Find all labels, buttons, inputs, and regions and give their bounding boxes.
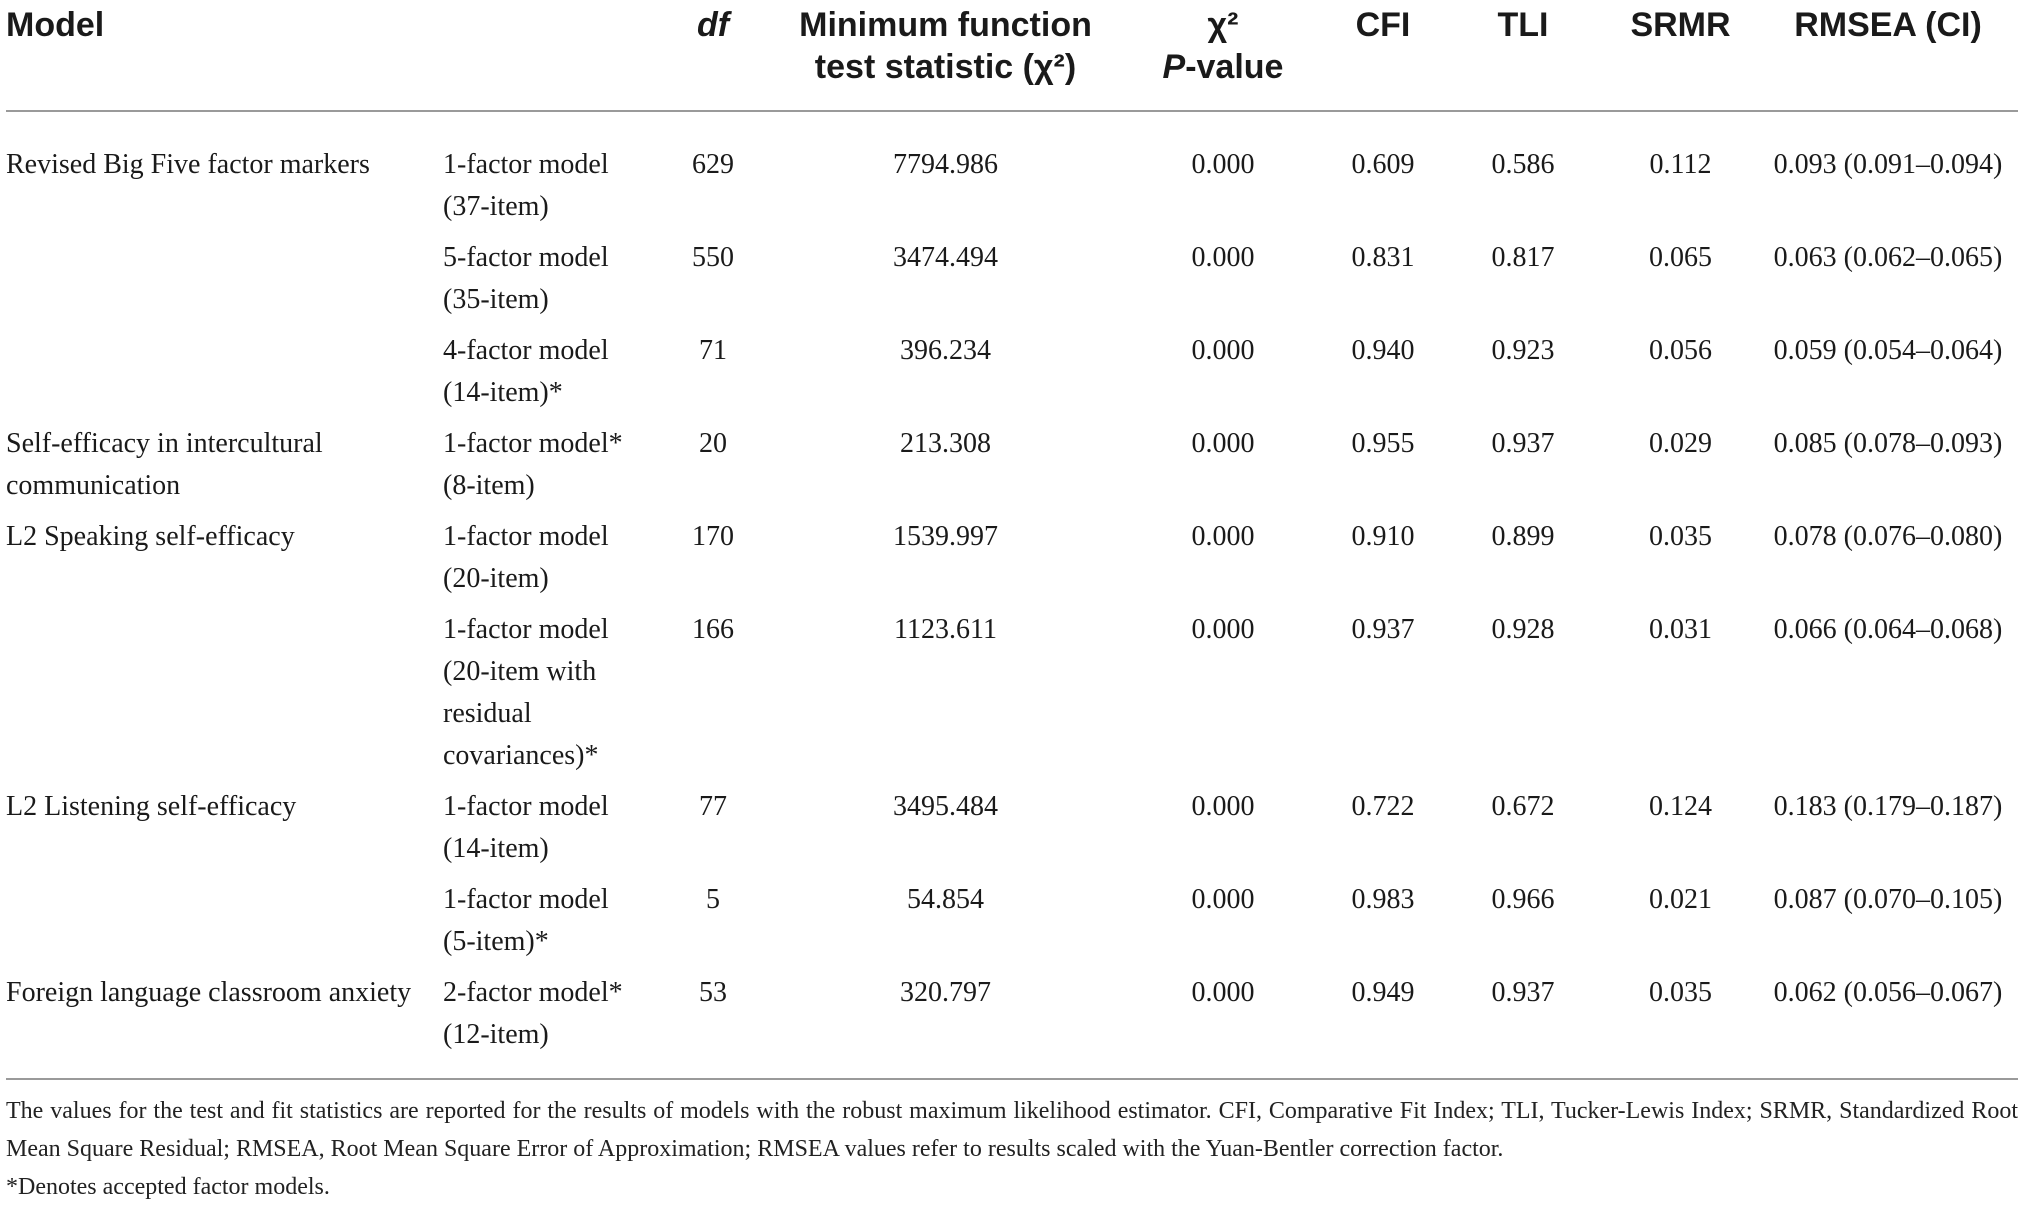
cell-rmsea: 0.063 (0.062–0.065) bbox=[1773, 242, 2003, 273]
submodel-line: (5-item)* bbox=[443, 926, 549, 957]
table-row bbox=[6, 786, 2018, 879]
cell-submodel bbox=[443, 111, 658, 237]
cell-rmsea: 0.066 (0.064–0.068) bbox=[1773, 614, 2003, 645]
cell-model-group: L2 Listening self-efficacy bbox=[6, 791, 297, 822]
cell-srmr: 0.031 bbox=[1649, 614, 1712, 645]
cell-p-value: 0.000 bbox=[1191, 428, 1255, 459]
submodel-line: 1-factor model bbox=[443, 614, 609, 645]
header-df-label: df bbox=[696, 6, 730, 44]
cell-model-group: Revised Big Five factor markers bbox=[6, 149, 370, 180]
header-p-line2 bbox=[1123, 46, 1323, 88]
cell-cfi: 0.831 bbox=[1351, 242, 1415, 273]
footnote-cell bbox=[6, 1079, 2018, 1206]
footnote-asterisk: *Denotes accepted factor models. bbox=[6, 1174, 330, 1200]
cell-p-value: 0.000 bbox=[1191, 242, 1255, 273]
cell-test-statistic: 320.797 bbox=[900, 977, 991, 1008]
cell-model-group bbox=[6, 609, 443, 786]
table-row bbox=[6, 237, 2018, 330]
submodel-line: covariances)* bbox=[443, 740, 599, 771]
model-fit-table bbox=[6, 0, 2018, 1206]
cell-cfi: 0.609 bbox=[1351, 149, 1415, 180]
cell-rmsea: 0.059 (0.054–0.064) bbox=[1773, 335, 2003, 366]
cell-test-statistic: 7794.986 bbox=[893, 149, 998, 180]
header-test-statistic bbox=[768, 0, 1123, 111]
cell-test-statistic: 213.308 bbox=[900, 428, 991, 459]
cell-model-group: Foreign language classroom anxiety bbox=[6, 977, 412, 1008]
cell-rmsea: 0.183 (0.179–0.187) bbox=[1773, 791, 2003, 822]
cell-submodel bbox=[443, 423, 658, 516]
cell-srmr: 0.035 bbox=[1649, 977, 1712, 1008]
submodel-line: 4-factor model bbox=[443, 335, 609, 366]
cell-srmr: 0.035 bbox=[1649, 521, 1712, 552]
table-row bbox=[6, 423, 2018, 516]
cell-df: 5 bbox=[706, 884, 720, 915]
cell-df: 77 bbox=[699, 791, 727, 822]
cell-submodel bbox=[443, 786, 658, 879]
header-p-value bbox=[1123, 0, 1323, 111]
cell-df: 170 bbox=[692, 521, 734, 552]
cell-submodel bbox=[443, 972, 658, 1079]
header-rmsea: RMSEA (CI) bbox=[1758, 0, 2018, 111]
cell-tli: 0.966 bbox=[1491, 884, 1555, 915]
cell-tli: 0.923 bbox=[1491, 335, 1555, 366]
cell-srmr: 0.065 bbox=[1649, 242, 1712, 273]
cell-test-statistic: 54.854 bbox=[907, 884, 984, 915]
table-header bbox=[6, 0, 2018, 111]
cell-df: 53 bbox=[699, 977, 727, 1008]
cell-rmsea: 0.085 (0.078–0.093) bbox=[1773, 428, 2003, 459]
cell-tli: 0.937 bbox=[1491, 977, 1555, 1008]
cell-submodel bbox=[443, 330, 658, 423]
cell-p-value: 0.000 bbox=[1191, 884, 1255, 915]
cell-model-group bbox=[6, 237, 443, 330]
cell-cfi: 0.955 bbox=[1351, 428, 1415, 459]
cell-p-value: 0.000 bbox=[1191, 614, 1255, 645]
cell-srmr: 0.021 bbox=[1649, 884, 1712, 915]
header-df bbox=[658, 0, 768, 111]
submodel-line: 1-factor model bbox=[443, 521, 609, 552]
cell-p-value: 0.000 bbox=[1191, 977, 1255, 1008]
cell-df: 550 bbox=[692, 242, 734, 273]
submodel-line: (8-item) bbox=[443, 470, 535, 501]
submodel-line: (20-item) bbox=[443, 563, 549, 594]
cell-submodel bbox=[443, 516, 658, 609]
table-row bbox=[6, 609, 2018, 786]
cell-tli: 0.586 bbox=[1491, 149, 1555, 180]
cell-rmsea: 0.078 (0.076–0.080) bbox=[1773, 521, 2003, 552]
submodel-line: 1-factor model bbox=[443, 884, 609, 915]
table-row bbox=[6, 879, 2018, 972]
cell-cfi: 0.722 bbox=[1351, 791, 1415, 822]
submodel-line: 1-factor model bbox=[443, 791, 609, 822]
cell-model-group bbox=[6, 330, 443, 423]
cell-cfi: 0.940 bbox=[1351, 335, 1415, 366]
cell-df: 166 bbox=[692, 614, 734, 645]
cell-cfi: 0.983 bbox=[1351, 884, 1415, 915]
cell-df: 629 bbox=[692, 149, 734, 180]
table-row bbox=[6, 330, 2018, 423]
cell-test-statistic: 3495.484 bbox=[893, 791, 998, 822]
header-srmr: SRMR bbox=[1603, 0, 1758, 111]
cell-model-group: Self-efficacy in intercultural communication bbox=[6, 428, 323, 501]
cell-rmsea: 0.087 (0.070–0.105) bbox=[1773, 884, 2003, 915]
submodel-line: (12-item) bbox=[443, 1019, 549, 1050]
cell-test-statistic: 1539.997 bbox=[893, 521, 998, 552]
cell-test-statistic: 3474.494 bbox=[893, 242, 998, 273]
cell-submodel bbox=[443, 609, 658, 786]
submodel-line: residual bbox=[443, 698, 532, 729]
submodel-line: 2-factor model* bbox=[443, 977, 623, 1008]
header-p-suffix: -value bbox=[1185, 48, 1284, 86]
table-row bbox=[6, 516, 2018, 609]
header-tli: TLI bbox=[1443, 0, 1603, 111]
cell-cfi: 0.937 bbox=[1351, 614, 1415, 645]
header-model: Model bbox=[6, 0, 443, 111]
cell-df: 71 bbox=[699, 335, 727, 366]
cell-srmr: 0.124 bbox=[1649, 791, 1712, 822]
cell-tli: 0.899 bbox=[1491, 521, 1555, 552]
cell-tli: 0.937 bbox=[1491, 428, 1555, 459]
header-p-letter: P bbox=[1162, 48, 1186, 86]
cell-cfi: 0.949 bbox=[1351, 977, 1415, 1008]
submodel-line: 1-factor model bbox=[443, 149, 609, 180]
cell-model-group bbox=[6, 879, 443, 972]
table-container bbox=[6, 0, 2018, 1206]
footnote-text: The values for the test and fit statistics are reported for the results of models with the robust maximum likelihood estimator. CFI, Comparative Fit Index; TLI, Tucker-Lewis Index; SRMR, Standardized Root Mean Square Residual; RMSEA, Root Mean Square Error of Approximation; RMSEA values refer to results scaled with the Yuan-Bentler correction factor. bbox=[6, 1098, 2018, 1162]
cell-tli: 0.817 bbox=[1491, 242, 1555, 273]
cell-rmsea: 0.062 (0.056–0.067) bbox=[1773, 977, 2003, 1008]
header-stat-line2: test statistic (χ²) bbox=[814, 48, 1077, 86]
cell-submodel bbox=[443, 237, 658, 330]
header-stat-line1: Minimum function bbox=[799, 6, 1092, 44]
cell-cfi: 0.910 bbox=[1351, 521, 1415, 552]
submodel-line: (37-item) bbox=[443, 191, 549, 222]
cell-test-statistic: 396.234 bbox=[900, 335, 991, 366]
cell-test-statistic: 1123.611 bbox=[894, 614, 997, 645]
submodel-line: (14-item) bbox=[443, 833, 549, 864]
cell-rmsea: 0.093 (0.091–0.094) bbox=[1773, 149, 2003, 180]
footnote-row bbox=[6, 1079, 2018, 1206]
header-p-line1: χ² bbox=[1207, 6, 1239, 44]
cell-p-value: 0.000 bbox=[1191, 791, 1255, 822]
header-cfi: CFI bbox=[1323, 0, 1443, 111]
cell-p-value: 0.000 bbox=[1191, 335, 1255, 366]
table-row bbox=[6, 111, 2018, 237]
submodel-line: 1-factor model* bbox=[443, 428, 623, 459]
submodel-line: (20-item with bbox=[443, 656, 597, 687]
cell-tli: 0.928 bbox=[1491, 614, 1555, 645]
table-row bbox=[6, 972, 2018, 1079]
submodel-line: 5-factor model bbox=[443, 242, 609, 273]
table-footer bbox=[6, 1079, 2018, 1206]
cell-p-value: 0.000 bbox=[1191, 149, 1255, 180]
cell-p-value: 0.000 bbox=[1191, 521, 1255, 552]
header-row bbox=[6, 0, 2018, 111]
cell-tli: 0.672 bbox=[1491, 791, 1555, 822]
cell-srmr: 0.029 bbox=[1649, 428, 1712, 459]
header-submodel bbox=[443, 0, 658, 111]
submodel-line: (14-item)* bbox=[443, 377, 563, 408]
cell-submodel bbox=[443, 879, 658, 972]
cell-df: 20 bbox=[699, 428, 727, 459]
cell-srmr: 0.112 bbox=[1649, 149, 1712, 180]
cell-model-group: L2 Speaking self-efficacy bbox=[6, 521, 295, 552]
table-body bbox=[6, 111, 2018, 1079]
submodel-line: (35-item) bbox=[443, 284, 549, 315]
cell-srmr: 0.056 bbox=[1649, 335, 1712, 366]
